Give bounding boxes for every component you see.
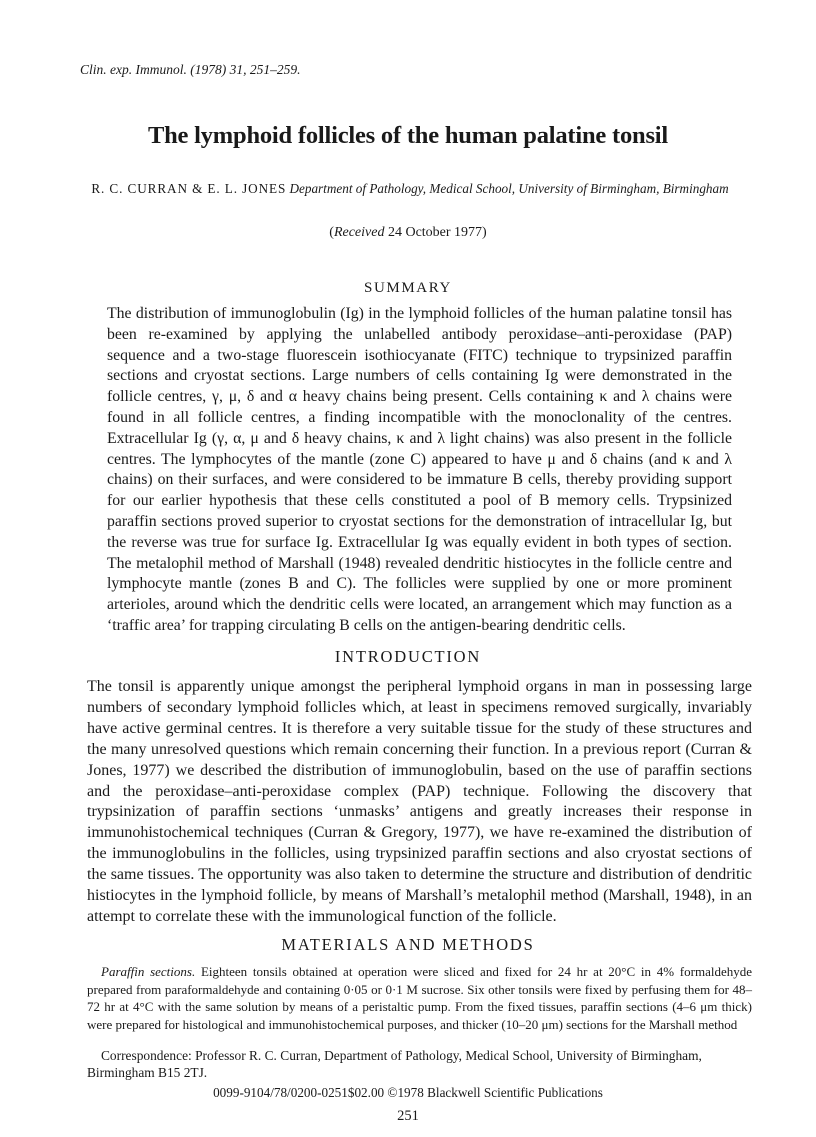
methods-text: Eighteen tonsils obtained at operation were sliced and fixed for 24 hr at 20°C in 4% formaldehyde prepared from paraformaldehyde and containing 0·05 or 0·1 M sucrose. Six other tonsils were fixed by perfusing them for 48–72 hr at 4°C with the same solution by means of a peristaltic pump. From the fixed tissues, paraffin sections (4–6 μm thick) were prepared for histological and immunohistochemical purposes, and thicker (10–20 μm) sections for the Marshall method [87,964,752,1032]
correspondence-footnote: Correspondence: Professor R. C. Curran, Department of Pathology, Medical School, University of Birmingham, Birmingham B15 2TJ. [87,1048,702,1080]
introduction-heading: INTRODUCTION [334,647,482,666]
methods-subheading: Paraffin sections. [101,964,196,979]
copyright-line: 0099-9104/78/0200-0251$02.00 ©1978 Blackwell Scientific Publications [213,1085,603,1100]
introduction-paragraph: The tonsil is apparently unique amongst the peripheral lymphoid organs in man in possessing large numbers of secondary lymphoid follicles which, at least in specimens removed surgically, invariably have active germinal centres. It is therefore a very suitable tissue for the study of these structures and the many unresolved questions which remain concerning their function. In a previous report (Curran & Jones, 1977) we described the distribution of immunoglobulin, based on the use of paraffin sections and the peroxidase–anti-peroxidase complex (PAP) technique. Following the discovery that trypsinization of paraffin sections ‘unmasks’ antigens and greatly increases their response in immunohistochemical techniques (Curran & Gregory, 1977), we have re-examined the distribution of the immunoglobulins in the follicles, using trypsinized paraffin sections and also cryostat sections of the same tissues. The opportunity was also taken to determine the structure and distribution of dendritic histiocytes in the lymphoid follicle, by means of Marshall’s metalophil method (Marshall, 1948), in an attempt to correlate these with the immunological function of the follicle. [87,678,752,925]
author-names: R. C. CURRAN & E. L. JONES [91,181,287,196]
author-line [80,181,740,197]
summary-heading: SUMMARY [364,280,452,296]
page-number: 251 [397,1108,419,1124]
summary-paragraph: The distribution of immunoglobulin (Ig) in the lymphoid follicles of the human palatine tonsil has been re-examined by applying the unlabelled antibody peroxidase–anti-peroxidase (PAP) sequence and a two-stage fluorescein isothiocyanate (FITC) technique to trypsinized paraffin sections and cryostat sections. Large numbers of cells containing Ig were demonstrated in the follicle centres, γ, μ, δ and α heavy chains being present. Cells containing κ and λ chains were found in all follicle centres, a finding incompatible with the monoclonality of the centres. Extracellular Ig (γ, α, μ and δ heavy chains, κ and λ light chains) was also present in the follicle centres. The lymphocytes of the mantle (zone C) appeared to have μ and δ chains (and κ and λ chains) on their surfaces, and were considered to be immature B cells, thereby providing support for our earlier hypothesis that these cells constituted a pool of B memory cells. Trypsinized paraffin sections proved superior to cryostat sections for the demonstration of intracellular Ig, but the reverse was true for surface Ig. Extracellular Ig was equally evident in both types of section. The metalophil method of Marshall (1948) revealed dendritic histiocytes in the follicle centre and lymphocyte mantle (zones B and C). The follicles were supplied by one or more prominent arterioles, around which the dendritic cells were located, an arrangement which may function as a ‘traffic area’ for trapping circulating B cells on the antigen-bearing dendritic cells. [107,305,732,634]
methods-paragraph [87,963,752,1033]
received-date: 24 October 1977 [387,225,483,240]
received-date-line: (Received 24 October 1977) [329,225,487,240]
article-title: The lymphoid follicles of the human palatine tonsil [147,122,669,149]
journal-citation [80,62,301,78]
received-label: Received [333,225,385,240]
journal-volume-pages: (1978) 31, 251–259. [190,62,301,77]
methods-heading: MATERIALS AND METHODS [281,935,535,954]
journal-name: Clin. exp. Immunol. [80,62,187,77]
author-affiliation: Department of Pathology, Medical School, University of Birmingham, Birmingham [289,181,729,196]
